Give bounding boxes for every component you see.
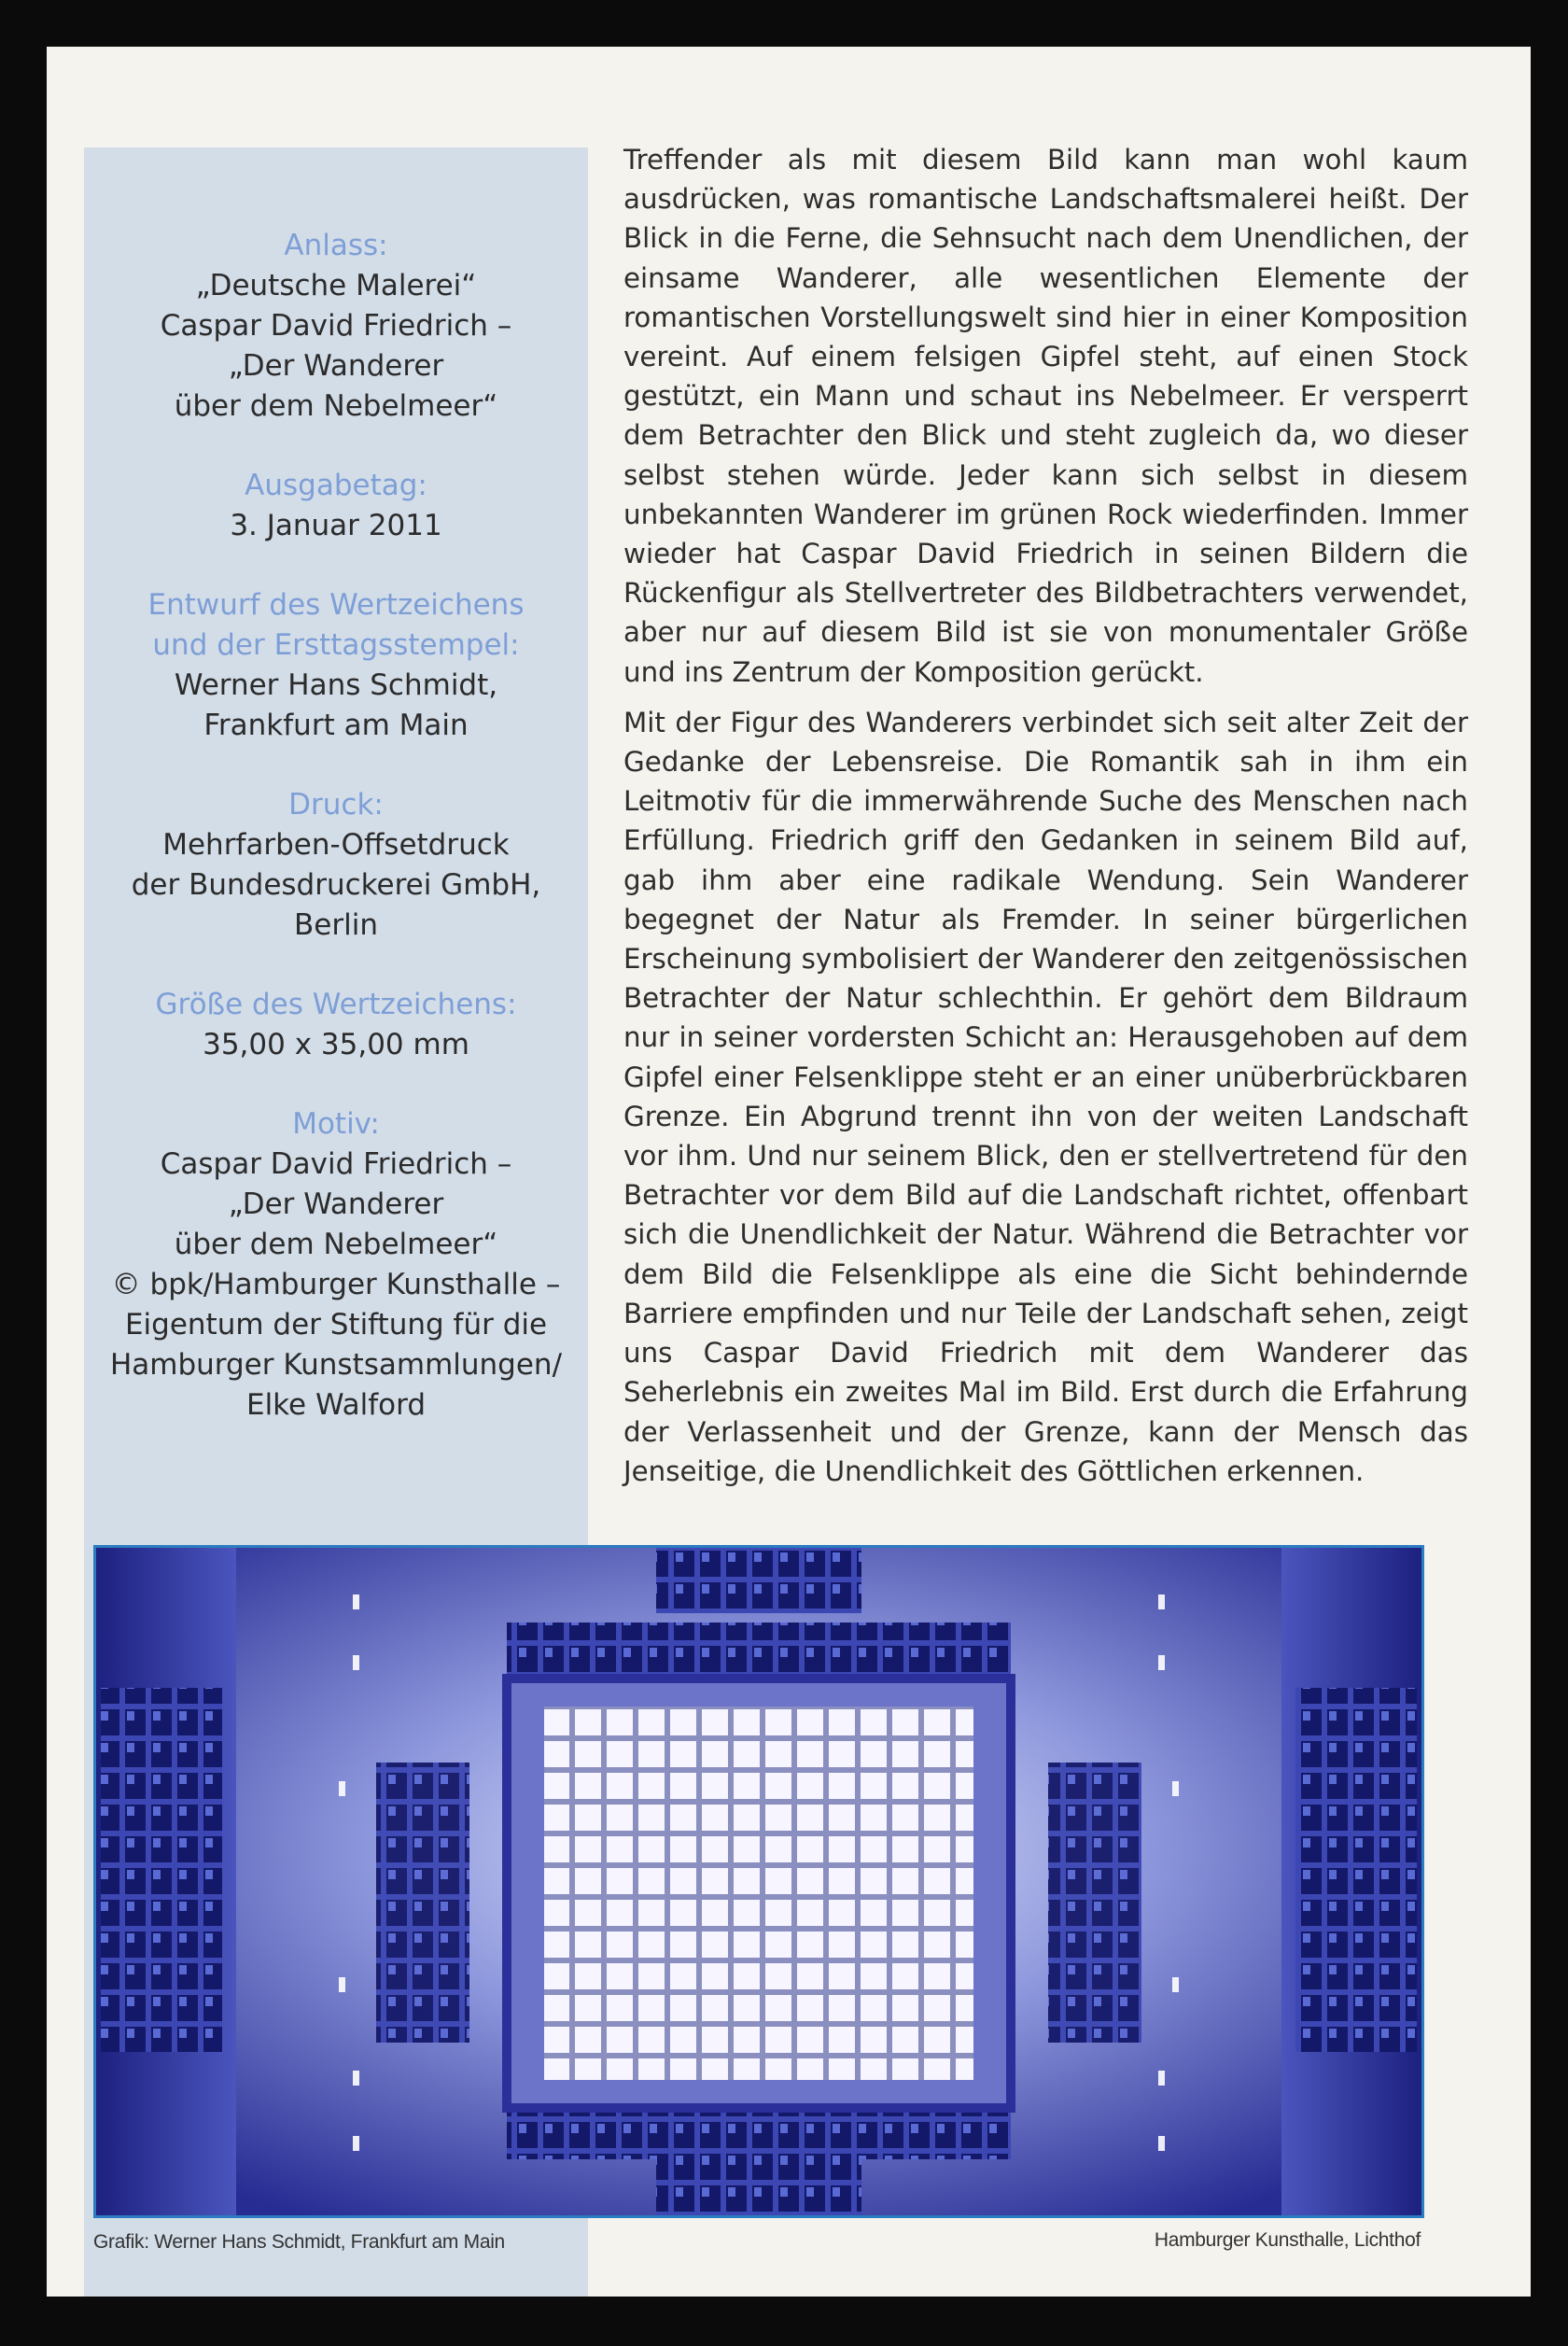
info-line: „Der Wanderer (228, 349, 444, 383)
article-paragraph: Treffender als mit diesem Bild kann man wohl kaum ausdrücken, was romantische Landschaftsmalerei heißt. Der Blick in die Ferne, die Sehnsucht nach dem Unendlichen, der einsame Wanderer, alle wesentlichen Elemente der romantischen Vorstellungswelt sind hier in einer Komposition vereint. Auf einem felsigen Gipfel steht, auf einen Stock gestützt, ein Mann und schaut ins Nebelmeer. Er versperrt dem Betrachter den Blick und steht zugleich da, wo dieser selbst stehen würde. Jeder kann sich selbst in diesem unbekannten Wanderer im grünen Rock wiederfinden. Immer wieder hat Caspar David Friedrich in seinen Bildern die Rückenfigur als Stellvertreter des Bildbetrachters verwendet, aber nur auf diesem Bild ist sie von monumentaler Größe und ins Zentrum der Komposition gerückt. (623, 144, 1468, 688)
info-line: Werner Hans Schmidt, (174, 668, 498, 702)
photo-caption: Hamburger Kunsthalle, Lichthof (1154, 2229, 1421, 2251)
info-block-druck (84, 785, 588, 946)
brochure-page (47, 47, 1531, 2297)
info-label: Motiv: (292, 1107, 380, 1141)
skylight-illustration (96, 1548, 1421, 2215)
info-block-ausgabetag (84, 466, 588, 546)
info-label: Druck: (288, 788, 384, 822)
info-line: Eigentum der Stiftung für die (124, 1308, 548, 1342)
info-block-motiv (84, 1104, 588, 1426)
info-line: Mehrfarben-Offsetdruck (162, 828, 510, 862)
info-label: Ausgabetag: (245, 469, 427, 502)
info-line: 3. Januar 2011 (230, 509, 442, 542)
info-block-groesse (84, 985, 588, 1065)
info-label: Größe des Wertzeichens: (155, 988, 517, 1021)
info-block-anlass (84, 226, 588, 427)
lichthof-photo (93, 1545, 1424, 2218)
graphic-credit: Grafik: Werner Hans Schmidt, Frankfurt am Main (93, 2231, 505, 2253)
info-line: über dem Nebelmeer“ (174, 389, 498, 423)
info-line: 35,00 x 35,00 mm (203, 1028, 469, 1061)
info-label: Anlass: (284, 229, 388, 262)
info-line: „Der Wanderer (228, 1187, 444, 1221)
info-line: über dem Nebelmeer“ (174, 1228, 498, 1261)
sidebar-content (84, 226, 588, 1465)
info-line: Frankfurt am Main (203, 709, 469, 742)
info-label: Entwurf des Wertzeichens (147, 588, 525, 622)
info-line: der Bundesdruckerei GmbH, (131, 868, 541, 902)
info-label: und der Ersttagsstempel: (152, 628, 520, 662)
info-line: Hamburger Kunstsammlungen/ (109, 1348, 563, 1382)
info-line: Caspar David Friedrich – (160, 1147, 512, 1181)
info-line: © bpk/Hamburger Kunsthalle – (111, 1268, 561, 1301)
article-paragraph: Mit der Figur des Wanderers verbindet sich seit alter Zeit der Gedanke der Lebensreise. Die Romantik sah in ihm ein Leitmotiv für die immerwährende Suche des Menschen nach Erfüllung. Friedrich griff den Gedanken in seinem Bild auf, gab ihm aber eine radikale Wendung. Sein Wanderer begegnet der Natur als Fremder. In seiner bürgerlichen Erscheinung symbolisiert der Wanderer den zeitgenössischen Betrachter der Natur schlechthin. Er gehört dem Bildraum nur in seiner vordersten Schicht an: Herausgehoben auf dem Gipfel einer Felsenklippe steht er an einer unüberbrückbaren Grenze. Ein Abgrund trennt ihn von der weiten Landschaft vor ihm. Und nur seinem Blick, den er stellvertretend für den Betrachter vor dem Bild auf die Landschaft richtet, offenbart sich die Unendlichkeit der Natur. Während die Betrachter vor dem Bild die Felsenklippe als eine die Sicht behindernde Barriere empfinden und nur Teile der Landschaft sehen, zeigt uns Caspar David Friedrich mit dem Wanderer das Seherlebnis ein zweites Mal im Bild. Erst durch die Erfahrung der Verlassenheit und der Grenze, kann der Mensch das Jenseitige, die Unendlichkeit des Göttlichen erkennen. (623, 706, 1468, 1487)
info-block-entwurf (84, 585, 588, 746)
info-line: Caspar David Friedrich – (160, 309, 512, 343)
info-line: Berlin (294, 908, 378, 942)
info-line: Elke Walford (245, 1388, 426, 1422)
article-body (623, 140, 1468, 1502)
info-line: „Deutsche Malerei“ (195, 269, 477, 302)
